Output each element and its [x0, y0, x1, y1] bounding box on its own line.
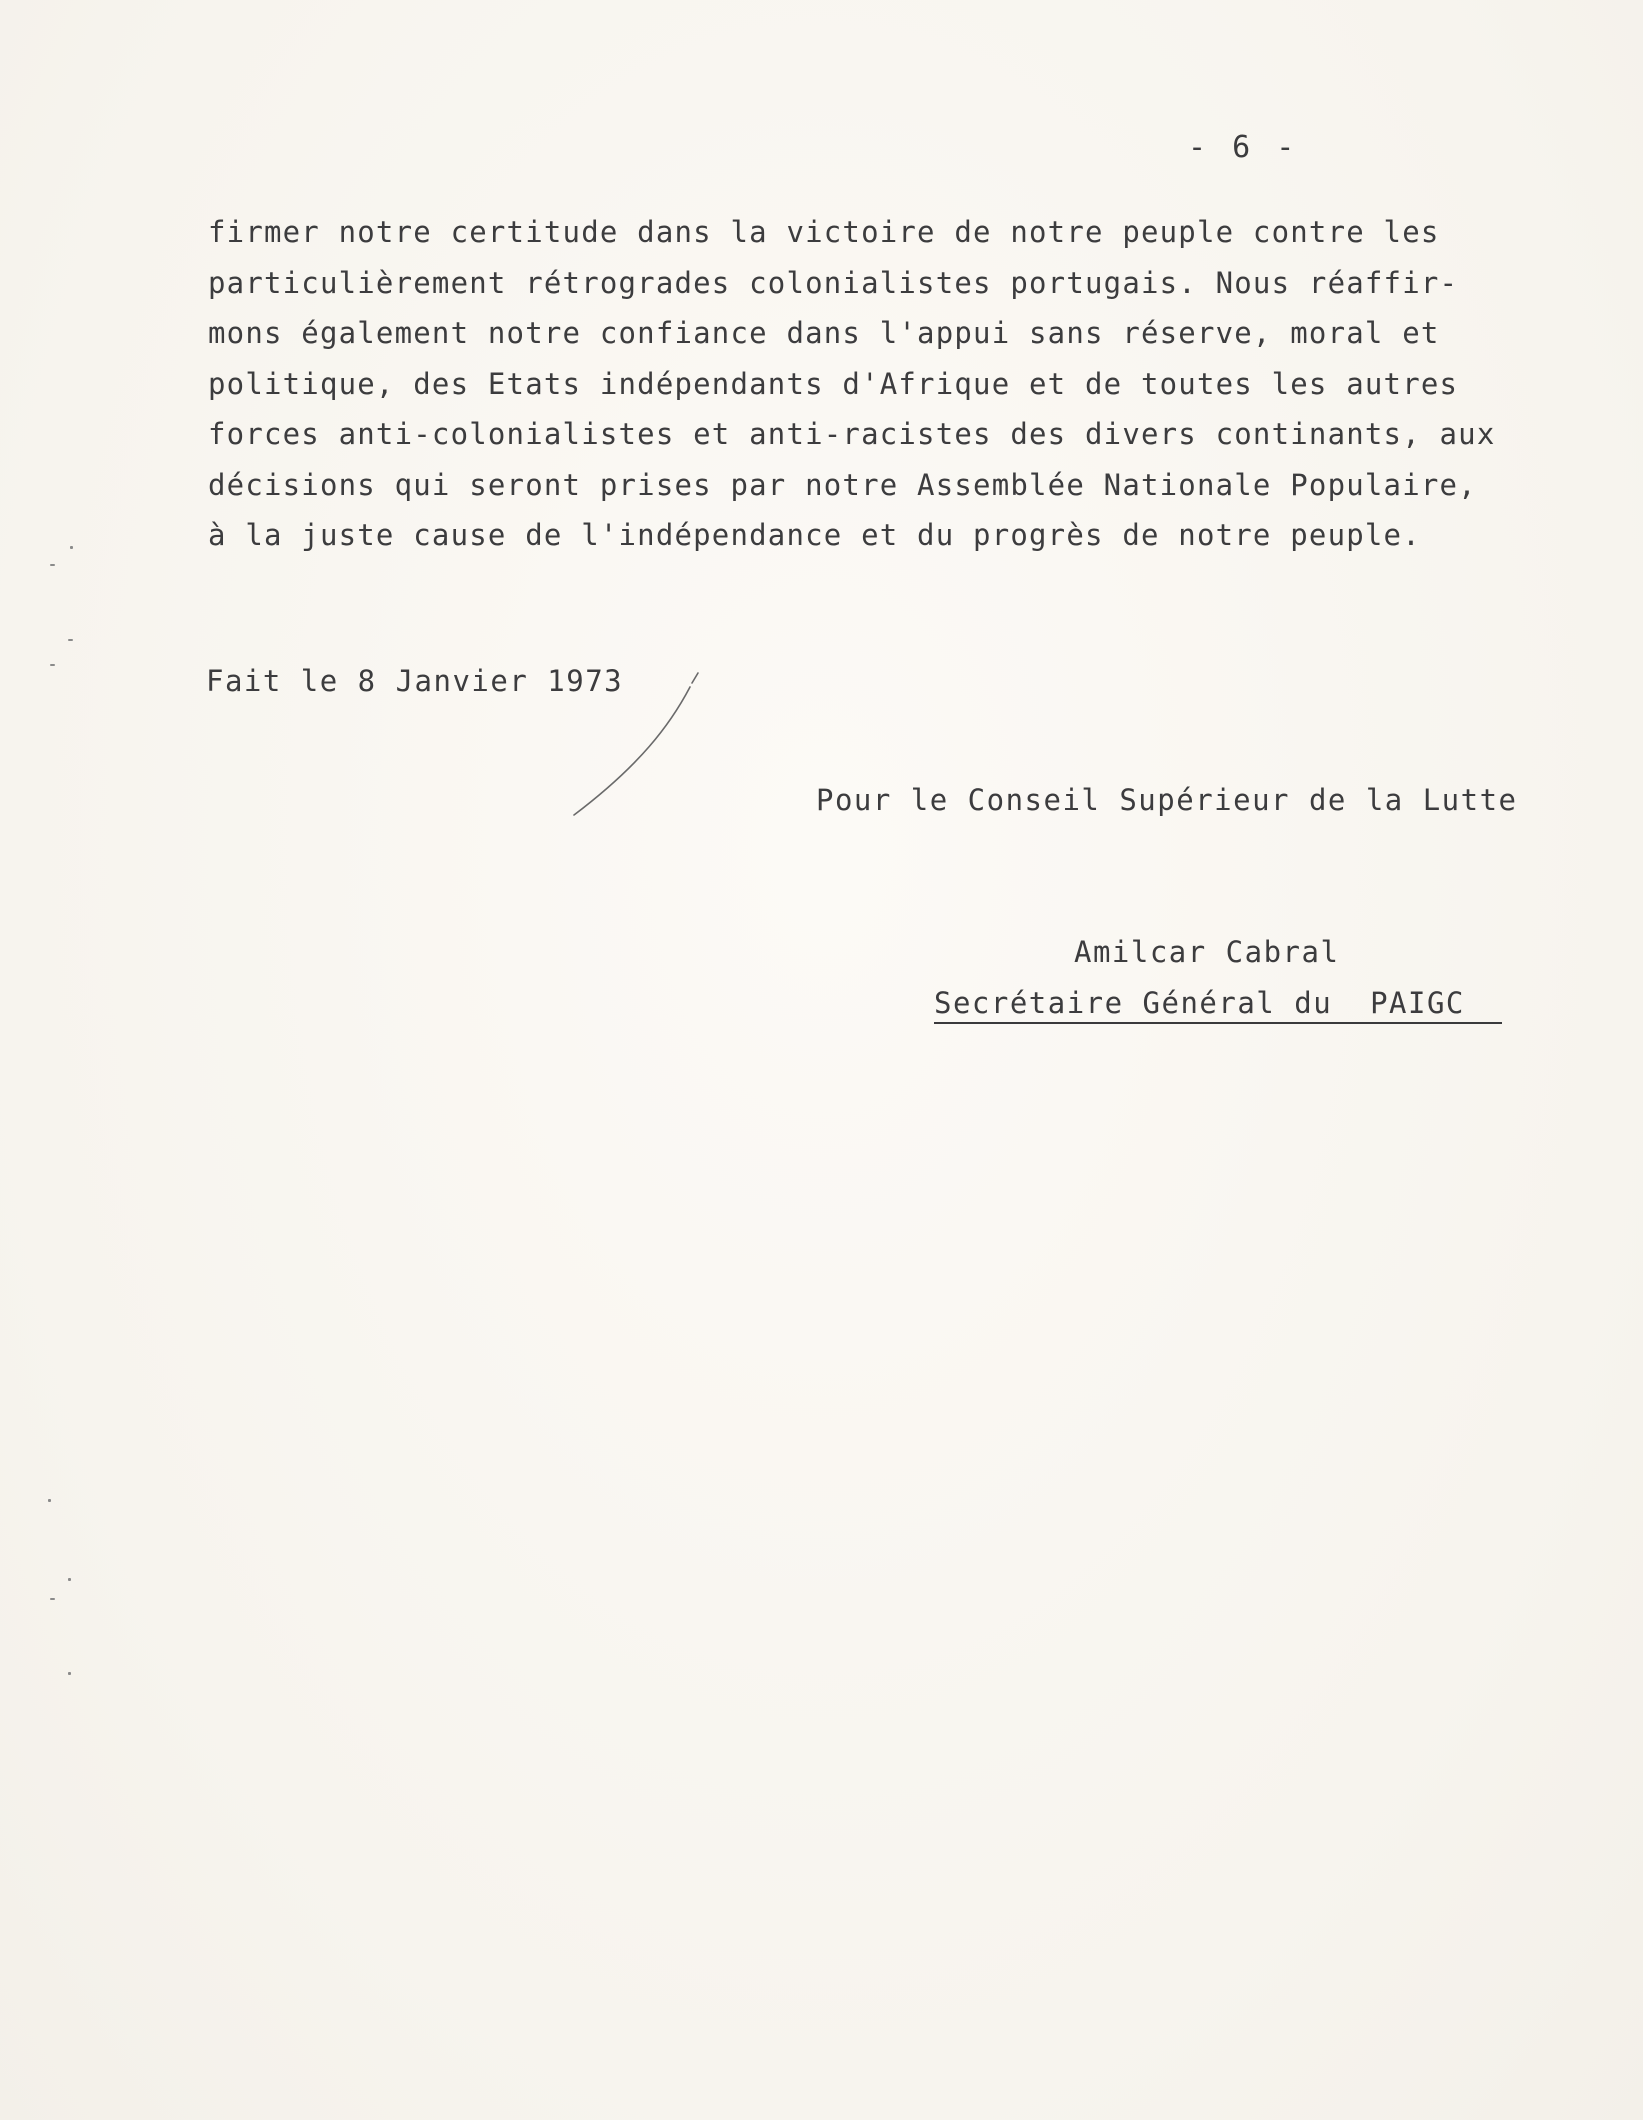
margin-mark: [48, 1499, 51, 1502]
margin-mark: [68, 1672, 71, 1675]
page-number: - 6 -: [1188, 130, 1299, 165]
signatory-title: Secrétaire Général du PAIGC: [934, 986, 1502, 1024]
margin-mark: [68, 639, 73, 641]
body-line: mons également notre confiance dans l'appui sans réserve, moral et: [208, 316, 1440, 350]
margin-mark: [70, 546, 73, 549]
body-line: forces anti-colonialistes et anti-racistes des divers continants, aux: [208, 417, 1496, 451]
signatory-name: Amilcar Cabral: [1074, 935, 1340, 969]
margin-mark: [50, 564, 55, 566]
margin-mark: [68, 1578, 71, 1581]
body-line: particulièrement rétrogrades colonialistes portugais. Nous réaffir-: [208, 265, 1459, 300]
pen-stroke-mark: [560, 665, 710, 825]
body-line: décisions qui seront prises par notre Assemblée Nationale Populaire,: [208, 467, 1477, 502]
body-line: politique, des Etats indépendants d'Afrique et de toutes les autres: [208, 366, 1459, 401]
margin-mark: [50, 1598, 55, 1600]
body-line: à la juste cause de l'indépendance et du progrès de notre peuple.: [208, 518, 1421, 552]
date-line: Fait le 8 Janvier 1973: [206, 664, 624, 698]
body-line: firmer notre certitude dans la victoire de notre peuple contre les: [208, 215, 1440, 249]
closing-line: Pour le Conseil Supérieur de la Lutte: [816, 783, 1518, 817]
margin-mark: [50, 664, 55, 666]
body-paragraph: [208, 207, 1568, 561]
